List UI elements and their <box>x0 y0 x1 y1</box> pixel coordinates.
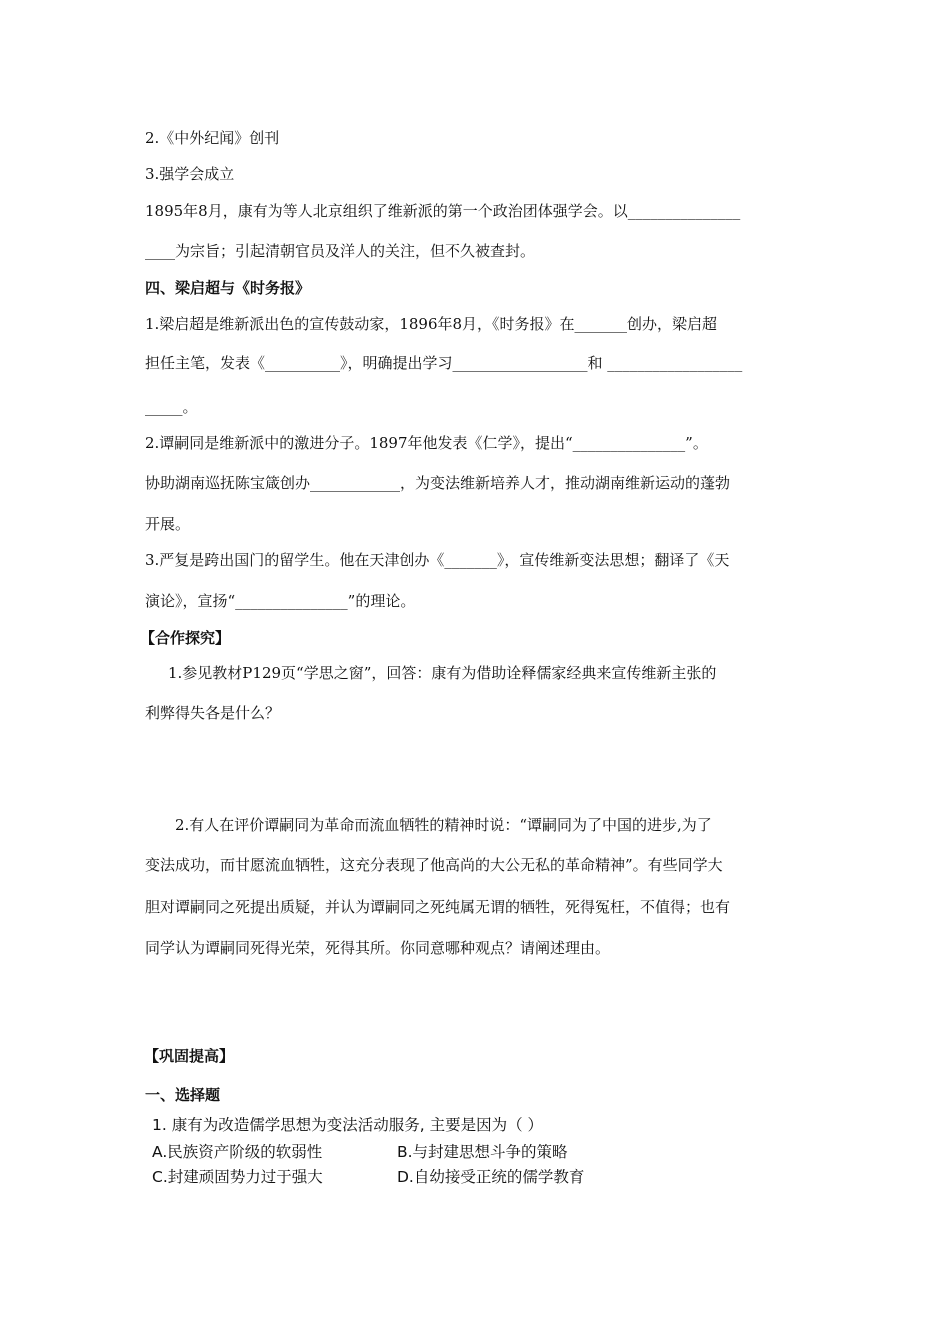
paragraph-line: 协助湖南巡抚陈宝箴创办____________，为变法维新培养人才，推动湖南维新运动的蓬勃 <box>145 474 731 492</box>
choice-option-c: C.封建顽固势力过于强大 <box>152 1168 323 1186</box>
choice-question-1: 1. 康有为改造儒学思想为变法活动服务, 主要是因为（ ） <box>152 1116 543 1134</box>
inquiry-question-2: 2.有人在评价谭嗣同为革命而流血牺牲的精神时说：“谭嗣同为了中国的进步,为了 <box>175 816 712 834</box>
paragraph-line: 1895年8月，康有为等人北京组织了维新派的第一个政治团体强学会。以_______________ <box>145 202 741 220</box>
section-heading-consolidation: 【巩固提高】 <box>144 1047 235 1065</box>
paragraph-line: 演论》，宣扬“_______________”的理论。 <box>145 592 416 610</box>
paragraph-line: 同学认为谭嗣同死得光荣，死得其所。你同意哪种观点？请阐述理由。 <box>145 939 611 957</box>
choice-option-a: A.民族资产阶级的软弱性 <box>152 1143 323 1161</box>
paragraph-line: 胆对谭嗣同之死提出质疑，并认为谭嗣同之死纯属无谓的牺牲，死得冤枉，不值得；也有 <box>145 898 731 916</box>
paragraph-line: 变法成功，而甘愿流血牺牲，这充分表现了他高尚的大公无私的革命精神”。有些同学大 <box>145 856 723 874</box>
paragraph-line: 2.谭嗣同是维新派中的激进分子。1897年他发表《仁学》，提出“_______________”。 <box>145 434 708 452</box>
inquiry-question-1: 1.参见教材P129页“学思之窗”，回答：康有为借助诠释儒家经典来宣传维新主张的 <box>168 664 717 682</box>
item-3-qiangxuehui: 3.强学会成立 <box>145 165 235 183</box>
paragraph-line: _____。 <box>145 398 198 416</box>
paragraph-line: 1.梁启超是维新派出色的宣传鼓动家，1896年8月，《时务报》在_______创办，梁启超 <box>145 315 718 333</box>
section-heading-multiple-choice: 一、选择题 <box>145 1086 221 1104</box>
paragraph-line: 3.严复是跨出国门的留学生。他在天津创办《_______》，宣传维新变法思想；翻译了《天 <box>145 551 730 569</box>
paragraph-line: 利弊得失各是什么？ <box>145 704 281 722</box>
item-2-zhongwai-jiwen: 2.《中外纪闻》创刊 <box>145 129 280 147</box>
paragraph-line: ____为宗旨；引起清朝官员及洋人的关注，但不久被查封。 <box>145 242 536 260</box>
paragraph-line: 担任主笔，发表《__________》，明确提出学习__________________和 __________________ <box>145 354 743 372</box>
section-heading-liang-qichao: 四、梁启超与《时务报》 <box>145 279 311 297</box>
paragraph-line: 开展。 <box>145 515 191 533</box>
choice-option-b: B.与封建思想斗争的策略 <box>397 1143 568 1161</box>
choice-option-d: D.自幼接受正统的儒学教育 <box>397 1168 585 1186</box>
section-heading-cooperative-inquiry: 【合作探究】 <box>140 629 231 647</box>
